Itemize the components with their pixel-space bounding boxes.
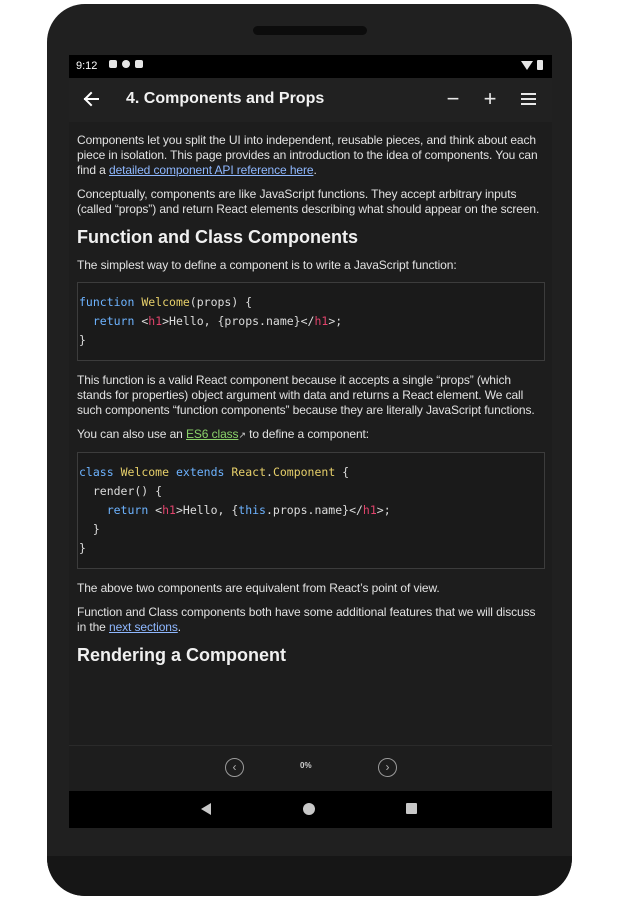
battery-icon <box>537 60 543 70</box>
code-block-class: class Welcome extends React.Component { render() { return <h1>Hello, {this.props.name}</h1>; } } <box>77 452 545 569</box>
settings-icon <box>122 60 130 68</box>
chevron-right-circle-icon[interactable]: › <box>378 758 397 777</box>
status-right-icons <box>521 60 543 70</box>
menu-button[interactable] <box>517 86 541 112</box>
es6-class-link[interactable]: ES6 class <box>185 427 239 441</box>
next-sections-link[interactable]: next sections <box>109 620 178 634</box>
system-navigation-bar <box>69 791 552 828</box>
gallery-icon <box>109 60 117 68</box>
zoom-out-button[interactable]: − <box>446 86 460 111</box>
zoom-in-button[interactable]: + <box>483 86 497 111</box>
es6-class-paragraph: You can also use an ES6 class↗ to define a component: <box>77 427 370 441</box>
chevron-left-circle-icon[interactable]: ‹ <box>225 758 244 777</box>
device-chin <box>47 856 572 896</box>
heading-rendering: Rendering a Component <box>77 645 287 665</box>
home-circle-icon[interactable] <box>303 803 315 815</box>
back-button[interactable] <box>79 86 103 112</box>
wifi-icon <box>521 61 533 70</box>
recents-square-icon[interactable] <box>406 803 417 814</box>
back-triangle-icon[interactable] <box>201 803 211 815</box>
sim-icon <box>135 60 143 68</box>
reading-progress: 0% <box>300 761 312 770</box>
simplest-way-paragraph: The simplest way to define a component is to write a JavaScript function: <box>77 258 457 272</box>
external-link-icon: ↗ <box>238 430 246 440</box>
arrow-back-icon <box>82 90 100 108</box>
status-bar <box>69 55 552 78</box>
page-title: 4. Components and Props <box>126 90 325 107</box>
speaker-grille <box>253 26 367 35</box>
reader-bottom-bar <box>69 745 552 792</box>
screen <box>69 55 552 828</box>
article-content[interactable] <box>69 122 552 745</box>
code-block-function: function Welcome(props) { return <h1>Hello, {props.name}</h1>; } <box>77 282 545 361</box>
equivalent-paragraph: The above two components are equivalent from React’s point of view. <box>77 581 440 595</box>
concept-paragraph: Conceptually, components are like JavaScript functions. They accept arbitrary inputs (called “props”) and return React elements describing what should appear on the screen. <box>77 187 540 216</box>
valid-component-paragraph: This function is a valid React component because it accepts a single “props” (which stands for properties) object argument with data and returns a React element. We call such components “function components” because they are literally JavaScript functions. <box>77 373 535 417</box>
intro-paragraph: Components let you split the UI into independent, reusable pieces, and think about each piece in isolation. This page provides an introduction to the idea of components. You can find a detailed component API reference here. <box>77 133 538 177</box>
status-left-icons <box>109 60 143 68</box>
app-toolbar <box>69 78 552 122</box>
api-reference-link[interactable]: detailed component API reference here <box>109 163 314 177</box>
status-time: 9:12 <box>76 60 98 72</box>
heading-function-class: Function and Class Components <box>77 227 359 247</box>
additional-features-paragraph: Function and Class components both have some additional features that we will discuss in the next sections. <box>77 605 536 634</box>
